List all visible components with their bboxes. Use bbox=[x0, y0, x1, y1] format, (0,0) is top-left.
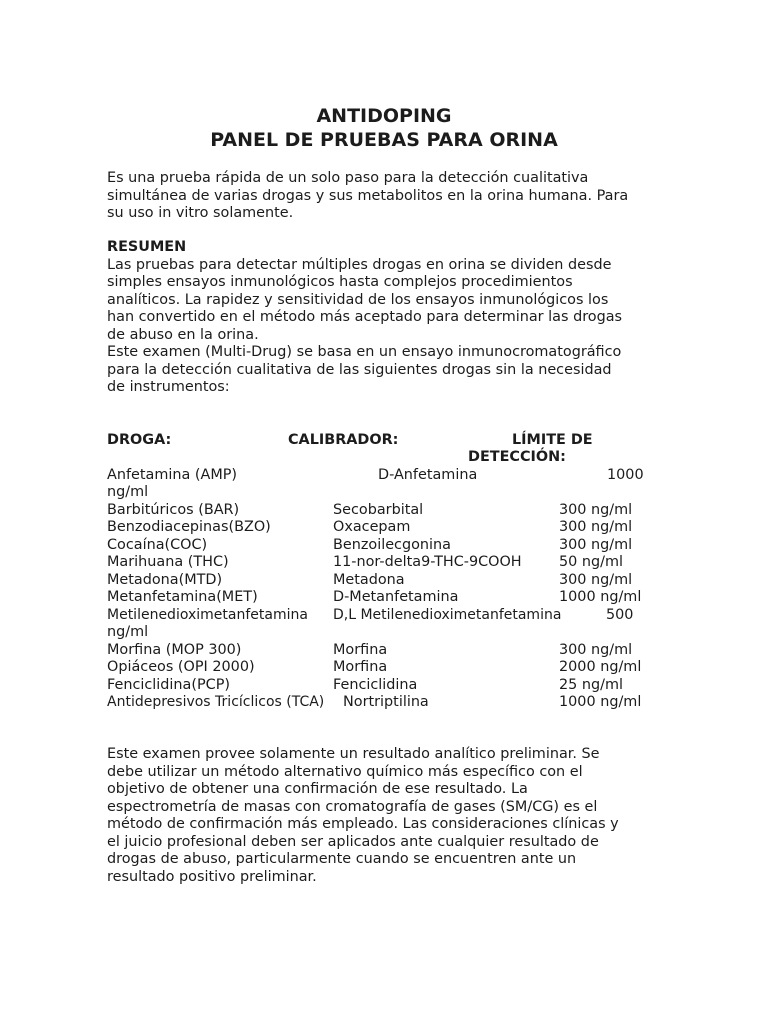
cell-calibrador: Morfina bbox=[333, 642, 388, 658]
cell-limite: 25 ng/ml bbox=[559, 677, 624, 693]
cell-calibrador: 11-nor-delta9-THC-9COOH bbox=[333, 554, 522, 570]
intro-paragraph bbox=[107, 170, 667, 223]
closing-line: resultado positivo preliminar. bbox=[107, 868, 317, 885]
closing-line: espectrometría de masas con cromatografía de gases (SM/CG) es el bbox=[107, 798, 598, 815]
cell-droga: Cocaína(COC) bbox=[107, 537, 208, 553]
column-header-calibrador: CALIBRADOR: bbox=[288, 432, 399, 448]
cell-limite: 300 ng/ml bbox=[559, 642, 633, 658]
cell-calibrador: Metadona bbox=[333, 572, 405, 588]
cell-limite: 300 ng/ml bbox=[559, 537, 633, 553]
document-title: ANTIDOPING bbox=[316, 105, 452, 127]
cell-limite: 1000 ng/ml bbox=[559, 694, 642, 710]
cell-calibrador: Morfina bbox=[333, 659, 388, 675]
resumen-line: Las pruebas para detectar múltiples drogas en orina se dividen desde bbox=[107, 256, 612, 273]
cell-calibrador: D,L Metilenedioximetanfetamina bbox=[333, 607, 562, 623]
closing-line: el juicio profesional deben ser aplicados ante cualquier resultado de bbox=[107, 833, 599, 850]
cell-calibrador: Secobarbital bbox=[333, 502, 424, 518]
cell-limite: 1000 bbox=[607, 467, 644, 483]
closing-line: método de confirmación más empleado. Las consideraciones clínicas y bbox=[107, 816, 619, 832]
intro-line: Es una prueba rápida de un solo paso para la detección cualitativa bbox=[107, 170, 589, 186]
intro-line: simultánea de varias drogas y sus metabolitos en la orina humana. Para bbox=[107, 187, 629, 204]
cell-calibrador: D-Anfetamina bbox=[378, 467, 478, 483]
cell-calibrador: D-Metanfetamina bbox=[333, 589, 459, 605]
cell-limite-wrap: ng/ml bbox=[107, 484, 149, 500]
intro-line: su uso in vitro solamente. bbox=[107, 205, 294, 221]
cell-calibrador: Benzoilecgonina bbox=[333, 537, 451, 553]
resumen-line: de abuso en la orina. bbox=[107, 326, 259, 343]
cell-droga: Fenciclidina(PCP) bbox=[107, 677, 230, 693]
cell-limite-wrap: ng/ml bbox=[107, 624, 149, 640]
cell-droga: Metadona(MTD) bbox=[107, 572, 223, 588]
cell-limite: 300 ng/ml bbox=[559, 502, 633, 518]
column-header-limite: LÍMITE DE bbox=[512, 432, 593, 448]
cell-calibrador: Nortriptilina bbox=[343, 694, 429, 710]
cell-calibrador: Fenciclidina bbox=[333, 677, 418, 693]
cell-limite: 500 bbox=[606, 607, 634, 623]
closing-line: objetivo de obtener una confirmación de ese resultado. La bbox=[107, 781, 528, 797]
cell-droga: Opiáceos (OPI 2000) bbox=[107, 659, 255, 675]
resumen-line: simples ensayos inmunológicos hasta complejos procedimientos bbox=[107, 274, 573, 290]
document-subtitle: PANEL DE PRUEBAS PARA ORINA bbox=[210, 129, 558, 151]
cell-droga: Morfina (MOP 300) bbox=[107, 642, 242, 658]
cell-limite: 2000 ng/ml bbox=[559, 659, 642, 675]
cell-limite: 1000 ng/ml bbox=[559, 589, 642, 605]
cell-limite: 300 ng/ml bbox=[559, 519, 633, 535]
resumen-heading: RESUMEN bbox=[107, 239, 187, 255]
resumen-section bbox=[107, 239, 667, 397]
cell-limite: 300 ng/ml bbox=[559, 572, 633, 588]
cell-droga: Marihuana (THC) bbox=[107, 554, 229, 570]
cell-droga: Benzodiacepinas(BZO) bbox=[107, 519, 271, 535]
resumen-line: para la detección cualitativa de las siguientes drogas sin la necesidad bbox=[107, 361, 612, 378]
column-header-limite-cont: DETECCIÓN: bbox=[468, 449, 566, 465]
column-header-droga: DROGA: bbox=[107, 432, 172, 448]
cell-droga: Metanfetamina(MET) bbox=[107, 589, 258, 605]
closing-line: debe utilizar un método alternativo químico más específico con el bbox=[107, 763, 583, 780]
closing-line: drogas de abuso, particularmente cuando se encuentren ante un bbox=[107, 851, 577, 867]
cell-calibrador: Oxacepam bbox=[333, 519, 411, 535]
closing-paragraph bbox=[107, 746, 667, 886]
cell-droga: Anfetamina (AMP) bbox=[107, 467, 238, 483]
cell-limite: 50 ng/ml bbox=[559, 554, 624, 570]
closing-line: Este examen provee solamente un resultado analítico preliminar. Se bbox=[107, 746, 600, 762]
resumen-line: analíticos. La rapidez y sensitividad de los ensayos inmunológicos los bbox=[107, 291, 609, 308]
cell-droga: Barbitúricos (BAR) bbox=[107, 502, 240, 518]
resumen-line: de instrumentos: bbox=[107, 379, 230, 395]
cell-droga: Antidepresivos Tricíclicos (TCA) bbox=[107, 694, 325, 710]
cell-droga: Metilenedioximetanfetamina bbox=[107, 607, 308, 623]
resumen-line: han convertido en el método más aceptado para determinar las drogas bbox=[107, 309, 623, 325]
resumen-line: Este examen (Multi-Drug) se basa en un ensayo inmunocromatográfico bbox=[107, 344, 622, 360]
